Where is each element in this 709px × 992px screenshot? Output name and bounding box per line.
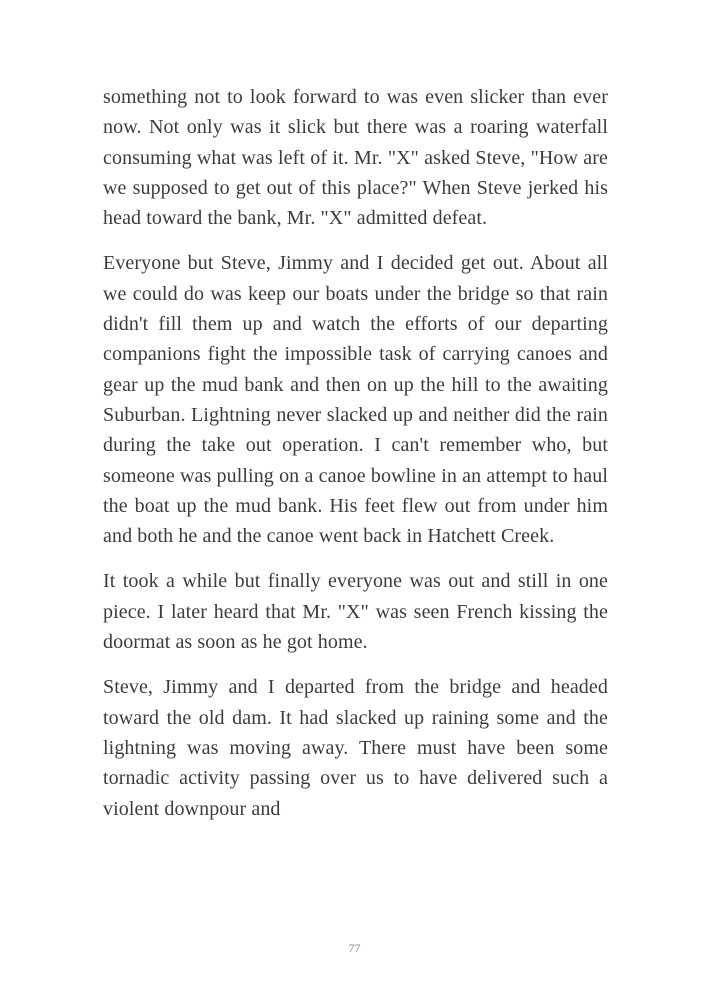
page-content: [103, 82, 608, 824]
paragraph-4: Steve, Jimmy and I departed from the bridge and headed toward the old dam. It had slacked up raining some and the lightning was moving away. There must have been some tornadic activity passing over us to have delivered such a violent downpour and: [103, 676, 608, 820]
paragraph-3: It took a while but finally everyone was out and still in one piece. I later heard that Mr. "X" was seen French kissing the doormat as soon as he got home.: [103, 570, 608, 654]
paragraph-2: Everyone but Steve, Jimmy and I decided get out. About all we could do was keep our boats under the bridge so that rain didn't fill them up and watch the efforts of our departing companions fight the impossible task of carrying canoes and gear up the mud bank and then on up the hill to the awaiting Suburban. Lightning never slacked up and neither did the rain during the take out operation. I can't remember who, but someone was pulling on a canoe bowline in an attempt to haul the boat up the mud bank. His feet flew out from under him and both he and the canoe went back in Hatchett Creek.: [103, 252, 608, 548]
page-number: 77: [348, 941, 361, 955]
paragraph-1: something not to look forward to was even slicker than ever now. Not only was it slick but there was a roaring waterfall consuming what was left of it. Mr. "X" asked Steve, "How are we supposed to get out of this place?" When Steve jerked his head toward the bank, Mr. "X" admitted defeat.: [103, 86, 608, 230]
